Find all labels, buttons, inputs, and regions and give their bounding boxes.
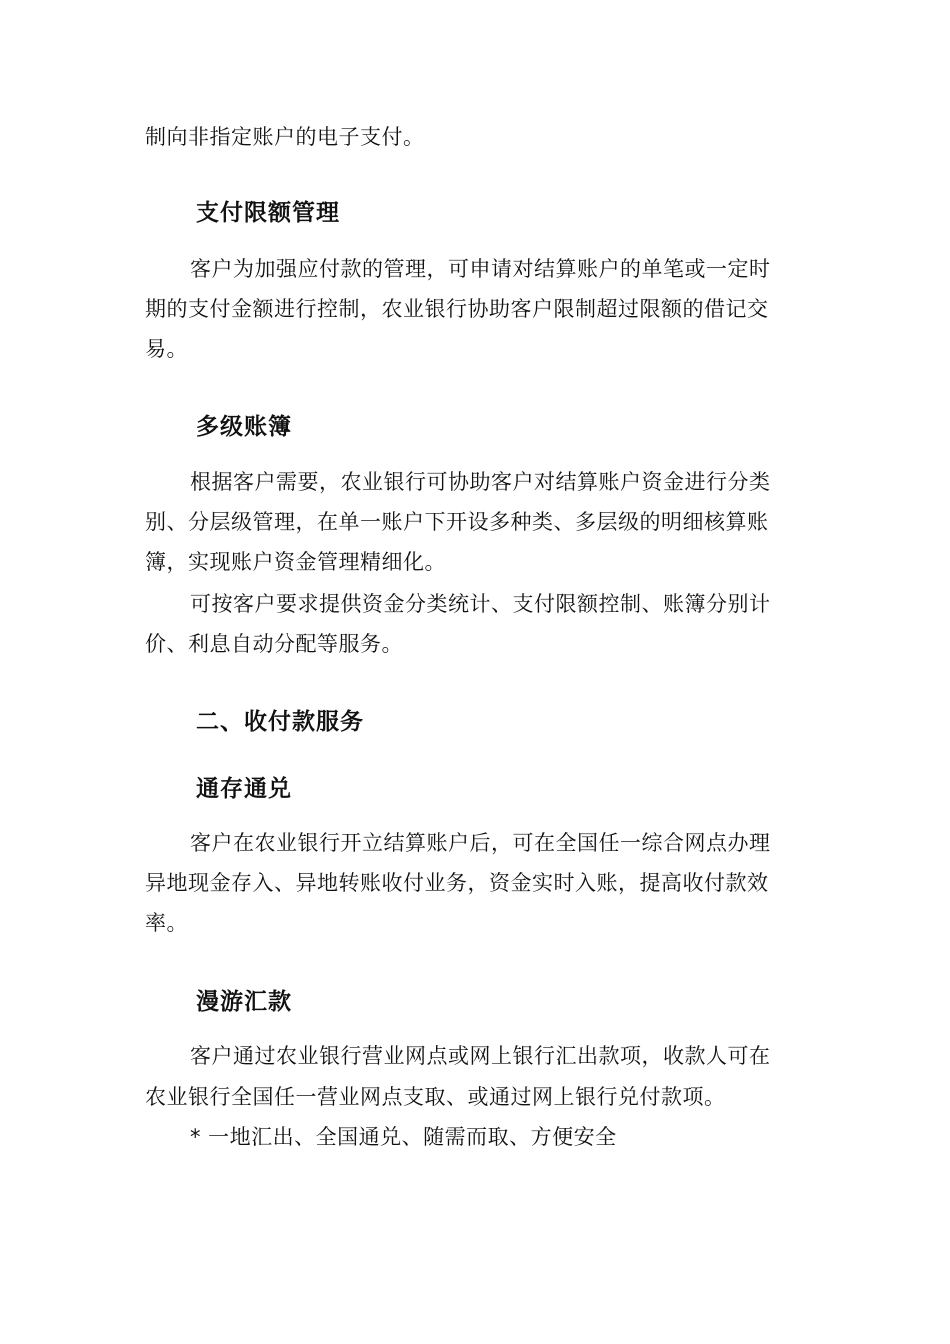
paragraph-line: 制向非指定账户的电子支付。 (145, 125, 425, 149)
chapter-heading-payment-services: 二、收付款服务 (196, 709, 364, 735)
paragraph-line: 易。 (145, 337, 188, 361)
paragraph-line: 客户在农业银行开立结算账户后，可在全国任一综合网点办理 (190, 831, 771, 855)
section-heading-multilevel-ledger: 多级账簿 (196, 414, 292, 440)
paragraph-line: 客户为加强应付款的管理，可申请对结算账户的单笔或一定时 (190, 257, 771, 281)
paragraph-line: 率。 (145, 911, 188, 935)
paragraph-line: 异地现金存入、异地转账收付业务，资金实时入账，提高收付款效 (145, 871, 769, 895)
paragraph-line: 别、分层级管理，在单一账户下开设多种类、多层级的明细核算账 (145, 510, 769, 534)
paragraph-line: 农业银行全国任一营业网点支取、或通过网上银行兑付款项。 (145, 1085, 726, 1109)
bullet-line: * 一地汇出、全国通兑、随需而取、方便安全 (190, 1125, 617, 1149)
section-heading-roaming-remittance: 漫游汇款 (196, 989, 292, 1015)
paragraph-line: 客户通过农业银行营业网点或网上银行汇出款项，收款人可在 (190, 1044, 771, 1068)
paragraph-line: 根据客户需要，农业银行可协助客户对结算账户资金进行分类 (190, 470, 771, 494)
paragraph-line: 可按客户要求提供资金分类统计、支付限额控制、账簿分别计 (190, 592, 771, 616)
section-heading-deposit-exchange: 通存通兑 (196, 776, 292, 802)
paragraph-line: 期的支付金额进行控制，农业银行协助客户限制超过限额的借记交 (145, 297, 769, 321)
paragraph-line: 价、利息自动分配等服务。 (145, 632, 403, 656)
section-heading-payment-limit: 支付限额管理 (196, 200, 340, 226)
paragraph-line: 簿，实现账户资金管理精细化。 (145, 550, 446, 574)
